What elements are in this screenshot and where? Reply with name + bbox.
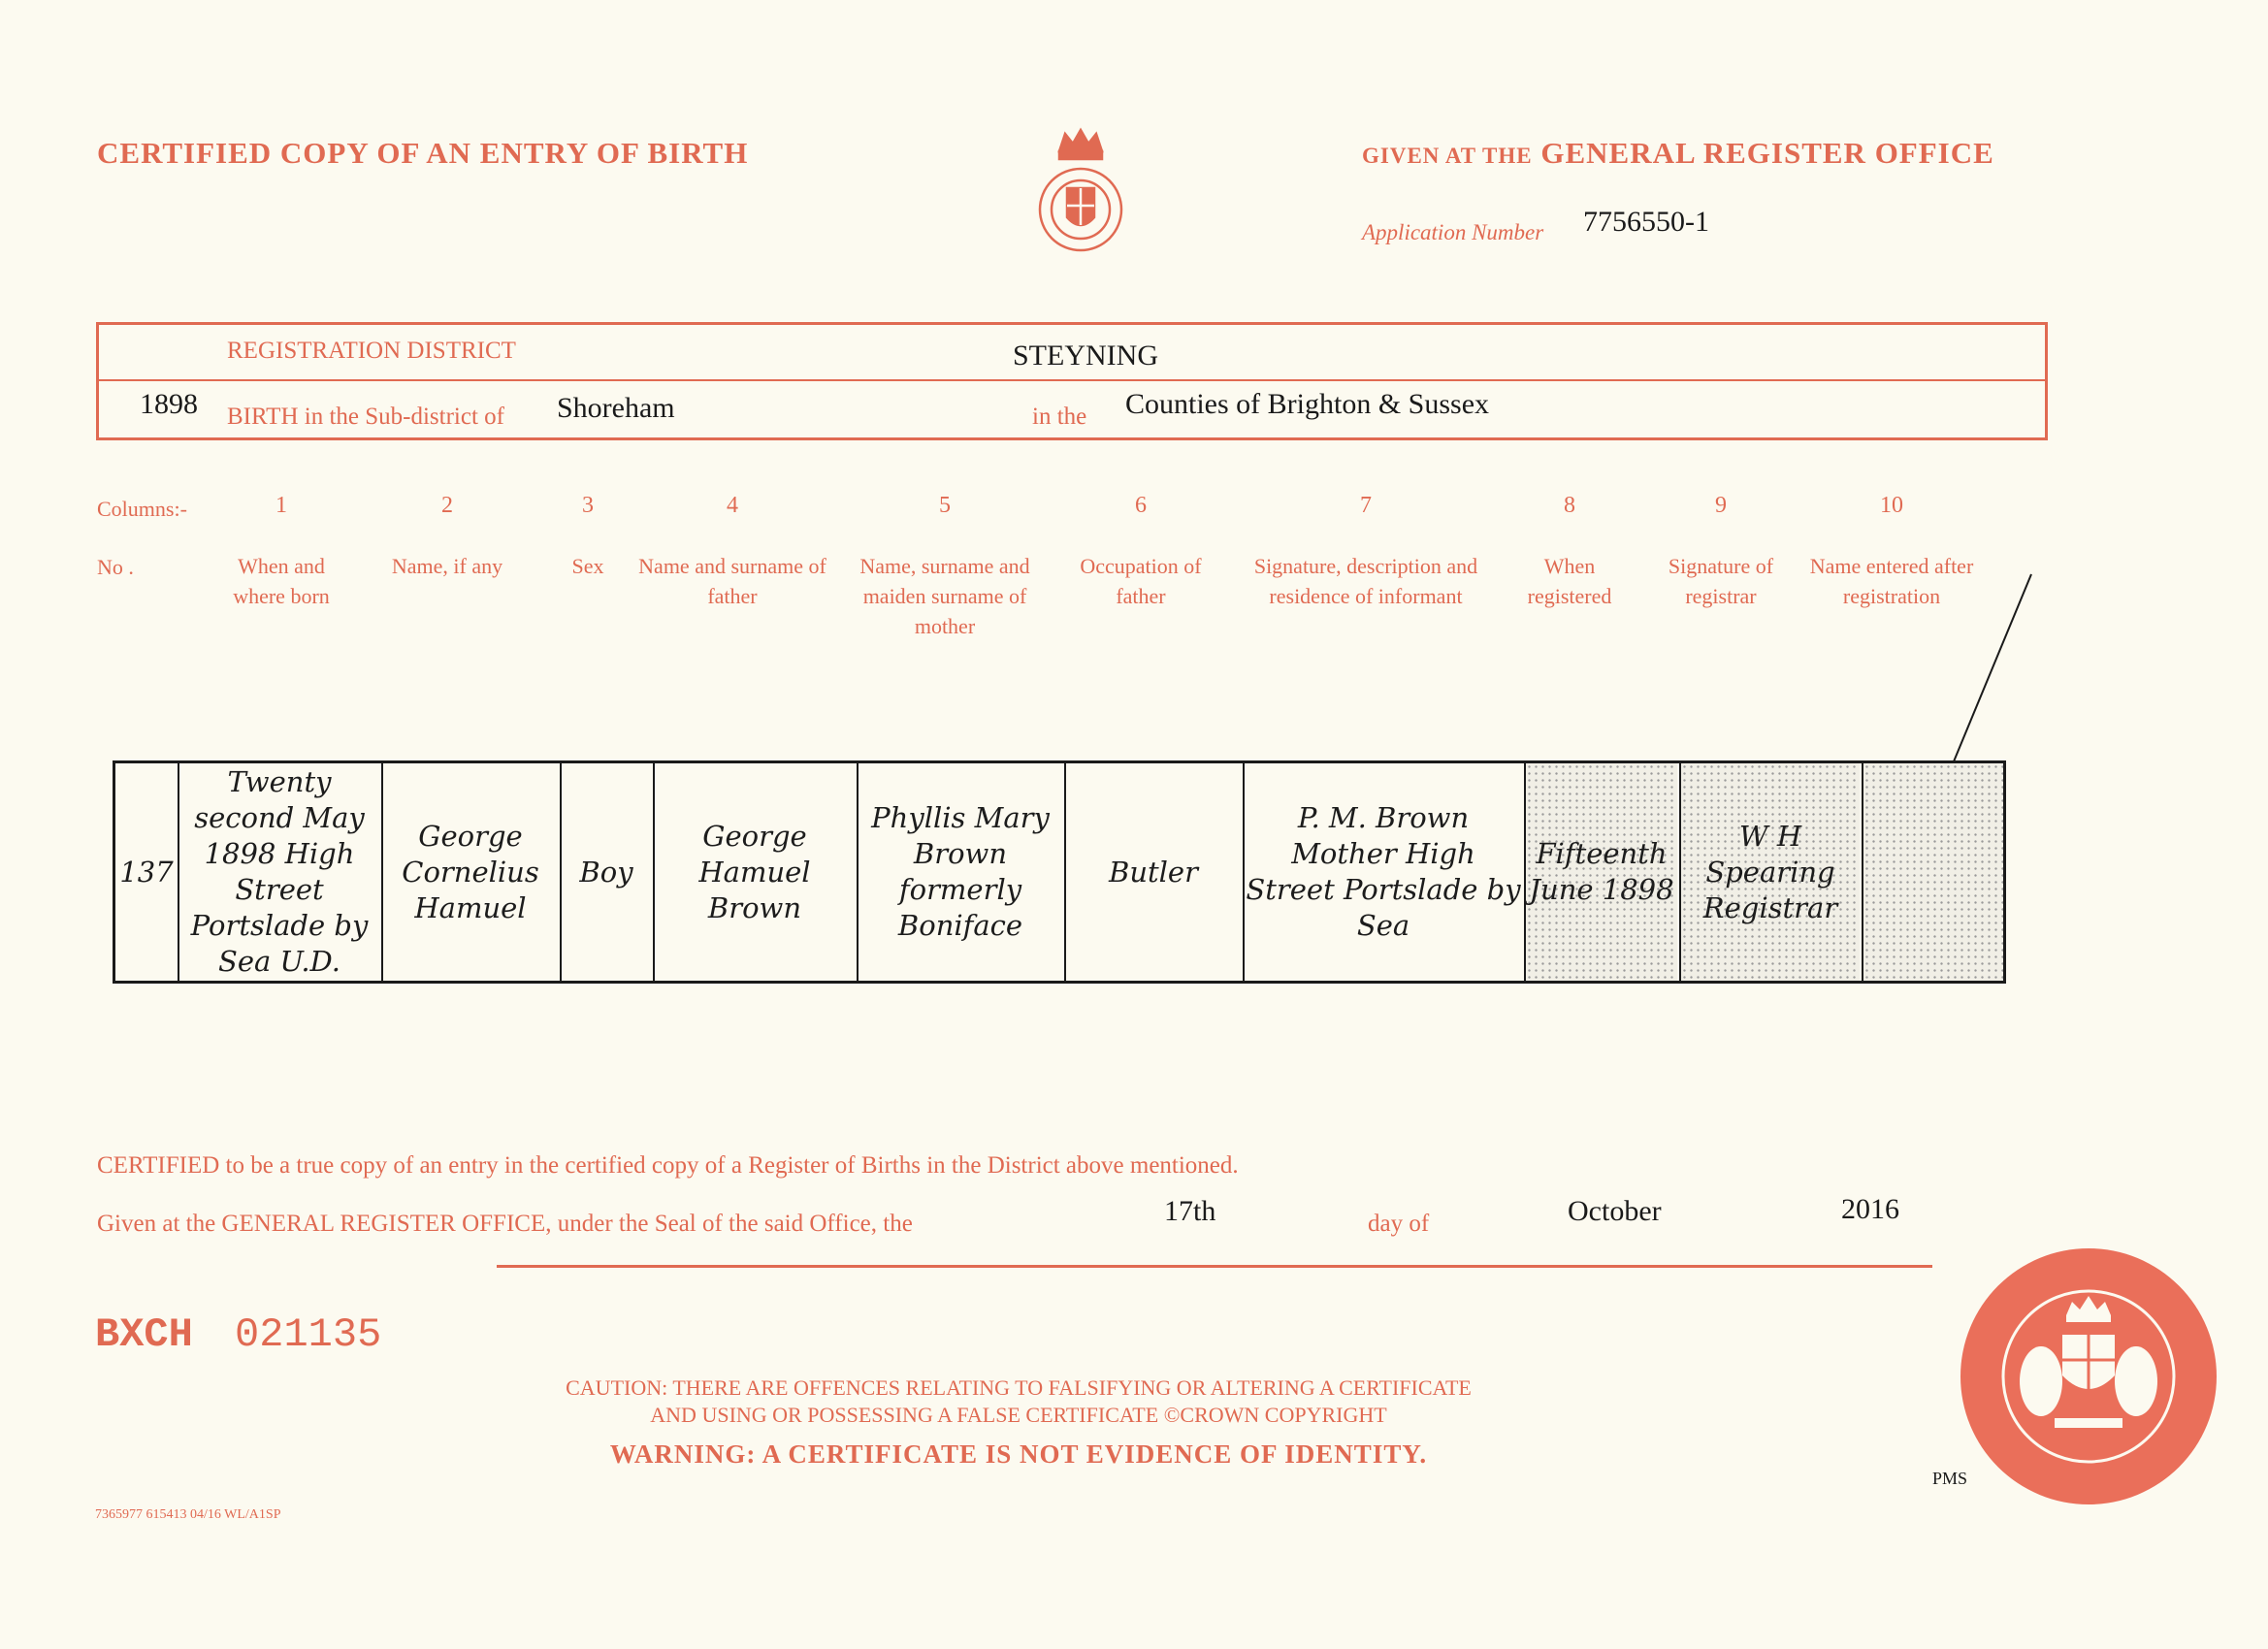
identity-warning: WARNING: A CERTIFICATE IS NOT EVIDENCE OF IDENTITY. [609,1439,1428,1469]
general-register-office-seal [1958,1245,2219,1507]
registration-year: 1898 [140,388,198,420]
serial-prefix: BXCH [95,1311,193,1358]
column-heading-5: Name, surname and maiden surname of mother [859,554,1030,638]
subdistrict: Shoreham [557,392,675,424]
entry-registrar: W H Spearing Registrar [1681,763,1860,981]
royal-crest-icon [1030,124,1131,252]
entry-informant: P. M. Brown Mother High Street Portslade by Sea [1246,801,1521,942]
signature-rule [497,1265,1932,1268]
entry-mother: Phyllis Mary Brown formerly Boniface [871,801,1050,942]
in-the-label: in the [1032,404,1087,430]
column-heading-2: Name, if any [391,554,503,578]
column-heading-3: Sex [571,554,604,578]
office-name: GENERAL REGISTER OFFICE [1540,136,1994,170]
entry-name-after [1863,763,2003,981]
certificate-serial [95,1311,381,1358]
column-heading-6: Occupation of father [1080,554,1202,608]
columns-label: Columns:- [97,497,187,521]
registration-district-label: REGISTRATION DISTRICT [227,338,516,364]
column-number-6: 6 [1135,493,1147,518]
column-heading-10: Name entered after registration [1809,554,1974,608]
column-heading-8: When registered [1527,554,1612,608]
caution-line-2: AND USING OR POSSESSING A FALSE CERTIFICATE ©CROWN COPYRIGHT [650,1403,1387,1427]
certification-given-at: Given at the GENERAL REGISTER OFFICE, under the Seal of the said Office, the [97,1211,913,1237]
print-code: 7365977 615413 04/16 WL/A1SP [95,1507,281,1522]
subdistrict-label: BIRTH in the Sub-district of [227,404,504,430]
column-heading-4: Name and surname of father [638,554,826,608]
caution-line-1: CAUTION: THERE ARE OFFENCES RELATING TO FALSIFYING OR ALTERING A CERTIFICATE [566,1375,1472,1400]
entry-child-name: George Cornelius Hamuel [402,819,539,924]
column-number-9: 9 [1715,493,1727,518]
entry-row [113,760,2006,984]
column-number-8: 8 [1564,493,1575,518]
column-heading-9: Signature of registrar [1668,554,1774,608]
application-number: 7756550-1 [1583,206,1709,238]
pms-mark: PMS [1932,1469,1968,1488]
column-number-7: 7 [1360,493,1372,518]
column-number-4: 4 [727,493,738,518]
certification-month: October [1568,1195,1662,1227]
entry-father: George Hamuel Brown [698,819,811,924]
entry-when-registered: Fifteenth June 1898 [1526,763,1677,981]
serial-number: 021135 [235,1311,382,1358]
entry-occupation: Butler [1109,855,1198,889]
column-number-3: 3 [582,493,594,518]
given-at-label: GIVEN AT THE [1362,144,1533,168]
column-heading-7: Signature, description and residence of informant [1253,554,1478,608]
column-heading-1: When and where born [233,554,330,608]
column-number-1: 1 [275,493,287,518]
application-number-label: Application Number [1362,220,1544,244]
column-number-10: 10 [1880,493,1903,518]
certification-year: 2016 [1841,1193,1899,1225]
certification-day: 17th [1164,1195,1216,1227]
registration-district: STEYNING [1013,340,1158,372]
no-column-label: No . [97,555,134,579]
county: Counties of Brighton & Sussex [1125,388,1490,420]
entry-number: 137 [119,855,174,889]
certification-statement: CERTIFIED to be a true copy of an entry in the certified copy of a Register of Births in the District above mentioned. [97,1152,1239,1179]
entry-when-where-born: Twenty second May 1898 High Street Portslade by Sea U.D. [190,765,369,978]
registration-box-divider [99,379,2045,381]
entry-sex: Boy [579,855,633,889]
office-title [1362,136,1994,171]
column-number-2: 2 [441,493,453,518]
column-number-5: 5 [939,493,951,518]
certificate-title: CERTIFIED COPY OF AN ENTRY OF BIRTH [97,136,749,170]
certification-day-of: day of [1368,1211,1430,1237]
